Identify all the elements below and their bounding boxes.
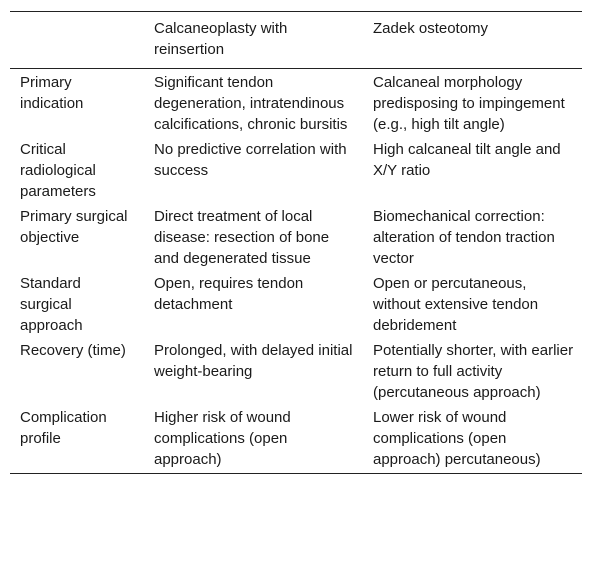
calcaneoplasty-cell: Prolonged, with delayed initial weight-bearing [154,342,353,380]
table-row [10,405,582,474]
row-label: Recovery (time) [20,342,126,359]
row-label: Primary surgical objective [20,208,128,246]
zadek-cell: High calcaneal tilt angle and X/Y ratio [373,141,561,179]
row-label: Complication profile [20,409,107,447]
header-calcaneoplasty: Calcaneoplasty with reinsertion [154,20,288,58]
comparison-table [10,11,582,474]
row-label: Critical radiological parameters [20,141,96,200]
zadek-cell: Lower risk of wound complications (open approach) percutaneous) [373,409,541,468]
header-cell-empty [10,12,144,69]
calcaneoplasty-cell: Significant tendon degeneration, intratendinous calcifications, chronic bursitis [154,74,348,133]
table-row [10,204,582,271]
calcaneoplasty-cell: Higher risk of wound complications (open approach) [154,409,291,468]
row-label: Standard surgical approach [20,275,83,334]
table-row [10,271,582,338]
comparison-table-container [10,11,582,474]
table-header-row [10,12,582,69]
calcaneoplasty-cell: Direct treatment of local disease: resection of bone and degenerated tissue [154,208,330,267]
table-row [10,338,582,405]
header-zadek-osteotomy: Zadek osteotomy [373,20,489,37]
table-row [10,69,582,138]
row-label: Primary indication [20,74,84,112]
zadek-cell: Potentially shorter, with earlier return to full activity (percutaneous approach) [373,342,574,401]
zadek-cell: Calcaneal morphology predisposing to impingement (e.g., high tilt angle) [373,74,565,133]
calcaneoplasty-cell: No predictive correlation with success [154,141,347,179]
zadek-cell: Open or percutaneous, without extensive tendon debridement [373,275,539,334]
calcaneoplasty-cell: Open, requires tendon detachment [154,275,304,313]
table-row [10,137,582,204]
zadek-cell: Biomechanical correction: alteration of tendon traction vector [373,208,555,267]
